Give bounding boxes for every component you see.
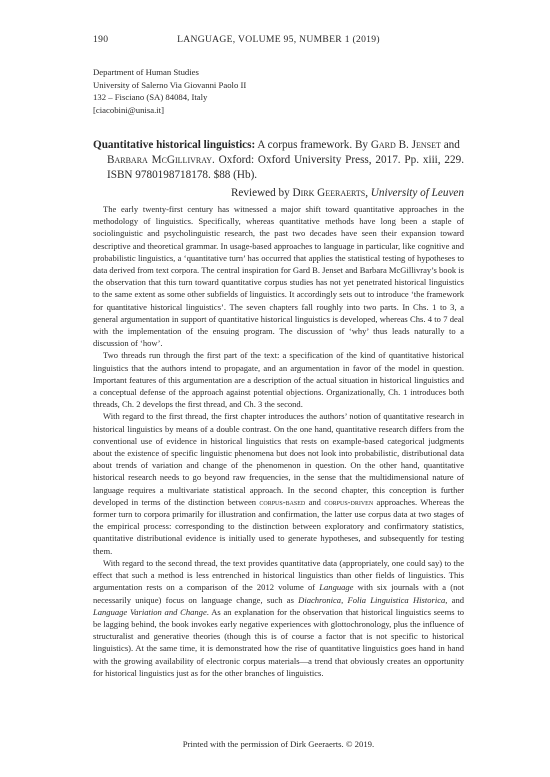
paragraph-3 xyxy=(93,410,464,556)
paragraph-text: , and xyxy=(445,594,465,605)
journal-name-lvc: Language Variation and Change xyxy=(93,606,207,617)
reviewer-line xyxy=(93,187,464,199)
address-email: [ciacobini@unisa.it] xyxy=(93,104,164,115)
page-number: 190 xyxy=(93,34,109,45)
paragraph-text: with six journals with a (not necessarily unique) focus on language change, such as xyxy=(93,582,465,605)
paragraph-text: approaches. Whereas the former turn to corpora primarily for illustration and confirmation, the latter use corpus data at two stages of the empirical process: corresponding to the distinction between exploratory and confirmatory statistics, quantitative distributional evidence is initially used to generate hypotheses, and subsequently for testing them. xyxy=(93,496,464,556)
reviewer-name: Dirk Geeraerts xyxy=(292,187,366,199)
paragraph-text: , xyxy=(341,594,348,605)
paragraph-2: Two threads run through the first part of the text: a specification of the kind of quantitative historical linguistics that the authors intend to propagate, and an argumentation in favor of the model in question. Important features of this argumentation are a description of the actual situation in historical linguistics and a conceptual defense of the approach against potential objections. Organizationally, Ch. 1 introduces both threads, Ch. 2 develops the first thread, and Ch. 3 the second. xyxy=(93,350,464,410)
publication-info: . Oxford: Oxford University Press, 2017. Pp. xiii, 229. ISBN 9780198718178. $88 (Hb). xyxy=(107,154,464,182)
permission-footer: Printed with the permission of Dirk Geeraerts. © 2019. xyxy=(182,739,375,749)
journal-name-language: Language xyxy=(319,582,354,593)
paragraph-text: and xyxy=(305,496,325,507)
author-address-block xyxy=(93,66,393,116)
paragraph-1: The early twenty-first century has witnessed a major shift toward quantitative approaches in the methodology of linguistics. Specifically, whereas quantitative methods have long been a staple of sociolinguistic and psycholinguistic research, the past two decades have seen their expansion toward descriptive and theoretical grammar. In usage-based approaches to language in particular, like cognitive and probabilistic linguistics, a ‘quantitative turn’ has occurred that applies the statistical testing of hypotheses to data derived from text corpora. The central inspiration for Gard B. Jenset and Barbara McGillivray’s book is the observation that this turn toward quantitative corpus studies has not yet penetrated historical linguistics to the same extent as some other subfields of linguistics. It accordingly sets out to introduce ‘the framework for quantitative historical linguistics’. The seven chapters fall roughly into two parts. In Chs. 1 to 3, a general argumentation in support of quantitative historical linguistics is developed, whereas Chs. 4 to 7 deal with the implementation of the ensuing program. The discussion of ‘why’ thus leads naturally to a discussion of ‘how’. xyxy=(93,204,464,349)
paragraph-text: With regard to the first thread, the first chapter introduces the authors’ notion of quantitative research in historical linguistics by means of a double contrast. On the one hand, quantitative research differs from the conventional use of evidence in historical linguistics that rests on example-based categorical judgments about the existence of specific linguistic phenomena but does not look into probabilistic, distributional data about trends of variation and change of the phenomenon in question. On the other hand, quantitative historical research needs to go beyond raw frequencies, in the sense that the multidimensional nature of language requires a multivariate statistical approach. In the second chapter, this conception is further developed in terms of the distinction between xyxy=(93,411,464,507)
review-body xyxy=(93,203,464,679)
paragraph-4 xyxy=(93,557,464,679)
address-line: 132 – Fisciano (SA) 84084, Italy xyxy=(93,92,208,103)
reviewer-affiliation: University of Leuven xyxy=(370,187,464,199)
term-corpus-driven: corpus-driven xyxy=(324,496,374,507)
book-author-2: Barbara McGillivray xyxy=(107,154,213,167)
paragraph-text: With regard to the second thread, the text provides quantitative data (appropriately, one could say) to the effect that such a method is less entrenched in historical linguistics than other fields of linguistics. This argumentation rests on a comparison of the 2012 volume of xyxy=(93,557,464,593)
running-title: LANGUAGE, VOLUME 95, NUMBER 1 (2019) xyxy=(177,34,380,45)
page-header xyxy=(93,34,464,48)
book-title: Quantitative historical linguistics: xyxy=(93,139,256,151)
book-subtitle: A corpus framework. By xyxy=(255,139,371,151)
author-conjunction: and xyxy=(440,139,460,151)
book-author-1: Gard B. Jenset xyxy=(370,139,441,151)
review-heading xyxy=(93,138,464,184)
address-line: Department of Human Studies xyxy=(93,67,199,77)
reviewer-separator: , xyxy=(365,187,371,199)
paragraph-text: . As an explanation for the observation that historical linguistics seems to be lagging behind, the book invokes early negative experiences with glottochronology, plus the influence of structuralist and generative theories (though this is of course a factor that is not specific to historical linguistics). At the same time, it is demonstrated how the rise of quantitative linguistics goes hand in hand with the growing availability of electronic corpus materials—a trend that obviously creates an opportunity for historical linguistics just as for the other branches of linguistics. xyxy=(93,606,464,678)
journal-name-diachronica: Diachronica xyxy=(298,594,342,605)
reviewed-by-label: Reviewed by xyxy=(230,187,293,199)
address-line: University of Salerno Via Giovanni Paolo II xyxy=(93,79,247,90)
journal-name-folia: Folia Linguistica Historica xyxy=(347,594,446,605)
term-corpus-based: corpus-based xyxy=(259,496,306,507)
